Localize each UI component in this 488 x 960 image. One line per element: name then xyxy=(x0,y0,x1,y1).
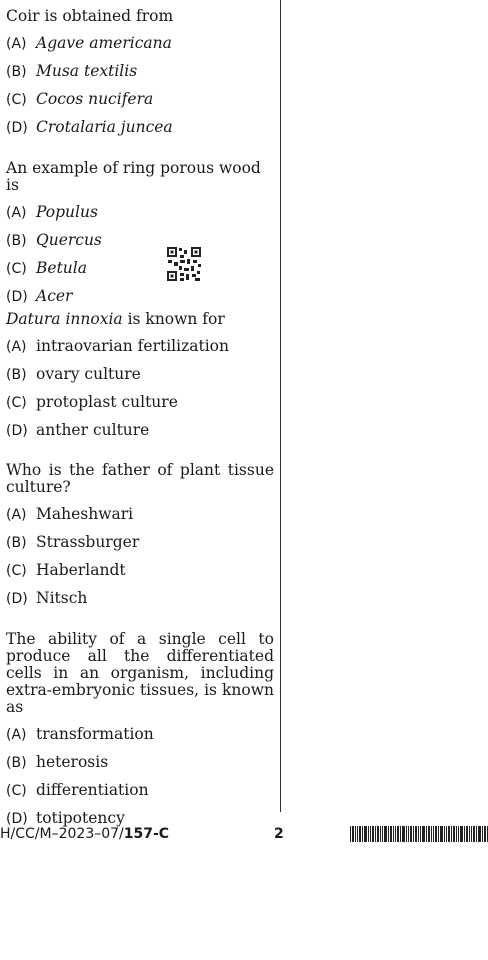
option-d: (D) totipotency xyxy=(6,809,125,827)
question-text: The ability of a single cell to produce all the differentiated cells in an organism, including extra-embryonic tissues, is known as xyxy=(6,630,274,716)
qr-code-icon xyxy=(166,246,202,282)
option-c: (C) Haberlandt xyxy=(6,561,126,579)
option-d: (D) Crotalaria juncea xyxy=(6,118,173,136)
option-a: (A) intraovarian fertilization xyxy=(6,337,229,355)
option-a: (A) Agave americana xyxy=(6,34,172,52)
option-d: (D) Nitsch xyxy=(6,589,88,607)
option-c: (C) Cocos nucifera xyxy=(6,90,154,108)
option-b: (B) Musa textilis xyxy=(6,62,138,80)
question-3 xyxy=(6,311,274,440)
paper-code: H/CC/M–2023–07/157-C xyxy=(0,826,170,842)
question-2 xyxy=(6,160,274,306)
question-1 xyxy=(6,8,274,137)
option-b: (B) heterosis xyxy=(6,753,109,771)
option-c: (C) Betula xyxy=(6,259,87,277)
option-b: (B) Strassburger xyxy=(6,533,140,551)
option-c: (C) differentiation xyxy=(6,781,149,799)
question-text: Coir is obtained from xyxy=(6,7,174,25)
option-b: (B) Quercus xyxy=(6,231,102,249)
question-text: Who is the father of plant tissue culture? xyxy=(6,461,274,496)
barcode-icon xyxy=(350,826,488,842)
page-number: 2 xyxy=(274,826,284,842)
question-text: Datura innoxia is known for xyxy=(6,310,225,328)
option-a: (A) Maheshwari xyxy=(6,505,134,523)
question-4 xyxy=(6,462,274,608)
column-divider xyxy=(280,0,281,812)
option-a: (A) Populus xyxy=(6,203,98,221)
question-text: An example of ring porous wood is xyxy=(6,159,261,194)
option-d: (D) Acer xyxy=(6,287,73,305)
option-b: (B) ovary culture xyxy=(6,365,141,383)
option-d: (D) anther culture xyxy=(6,421,150,439)
option-a: (A) transformation xyxy=(6,725,154,743)
question-5 xyxy=(6,631,274,828)
option-c: (C) protoplast culture xyxy=(6,393,178,411)
